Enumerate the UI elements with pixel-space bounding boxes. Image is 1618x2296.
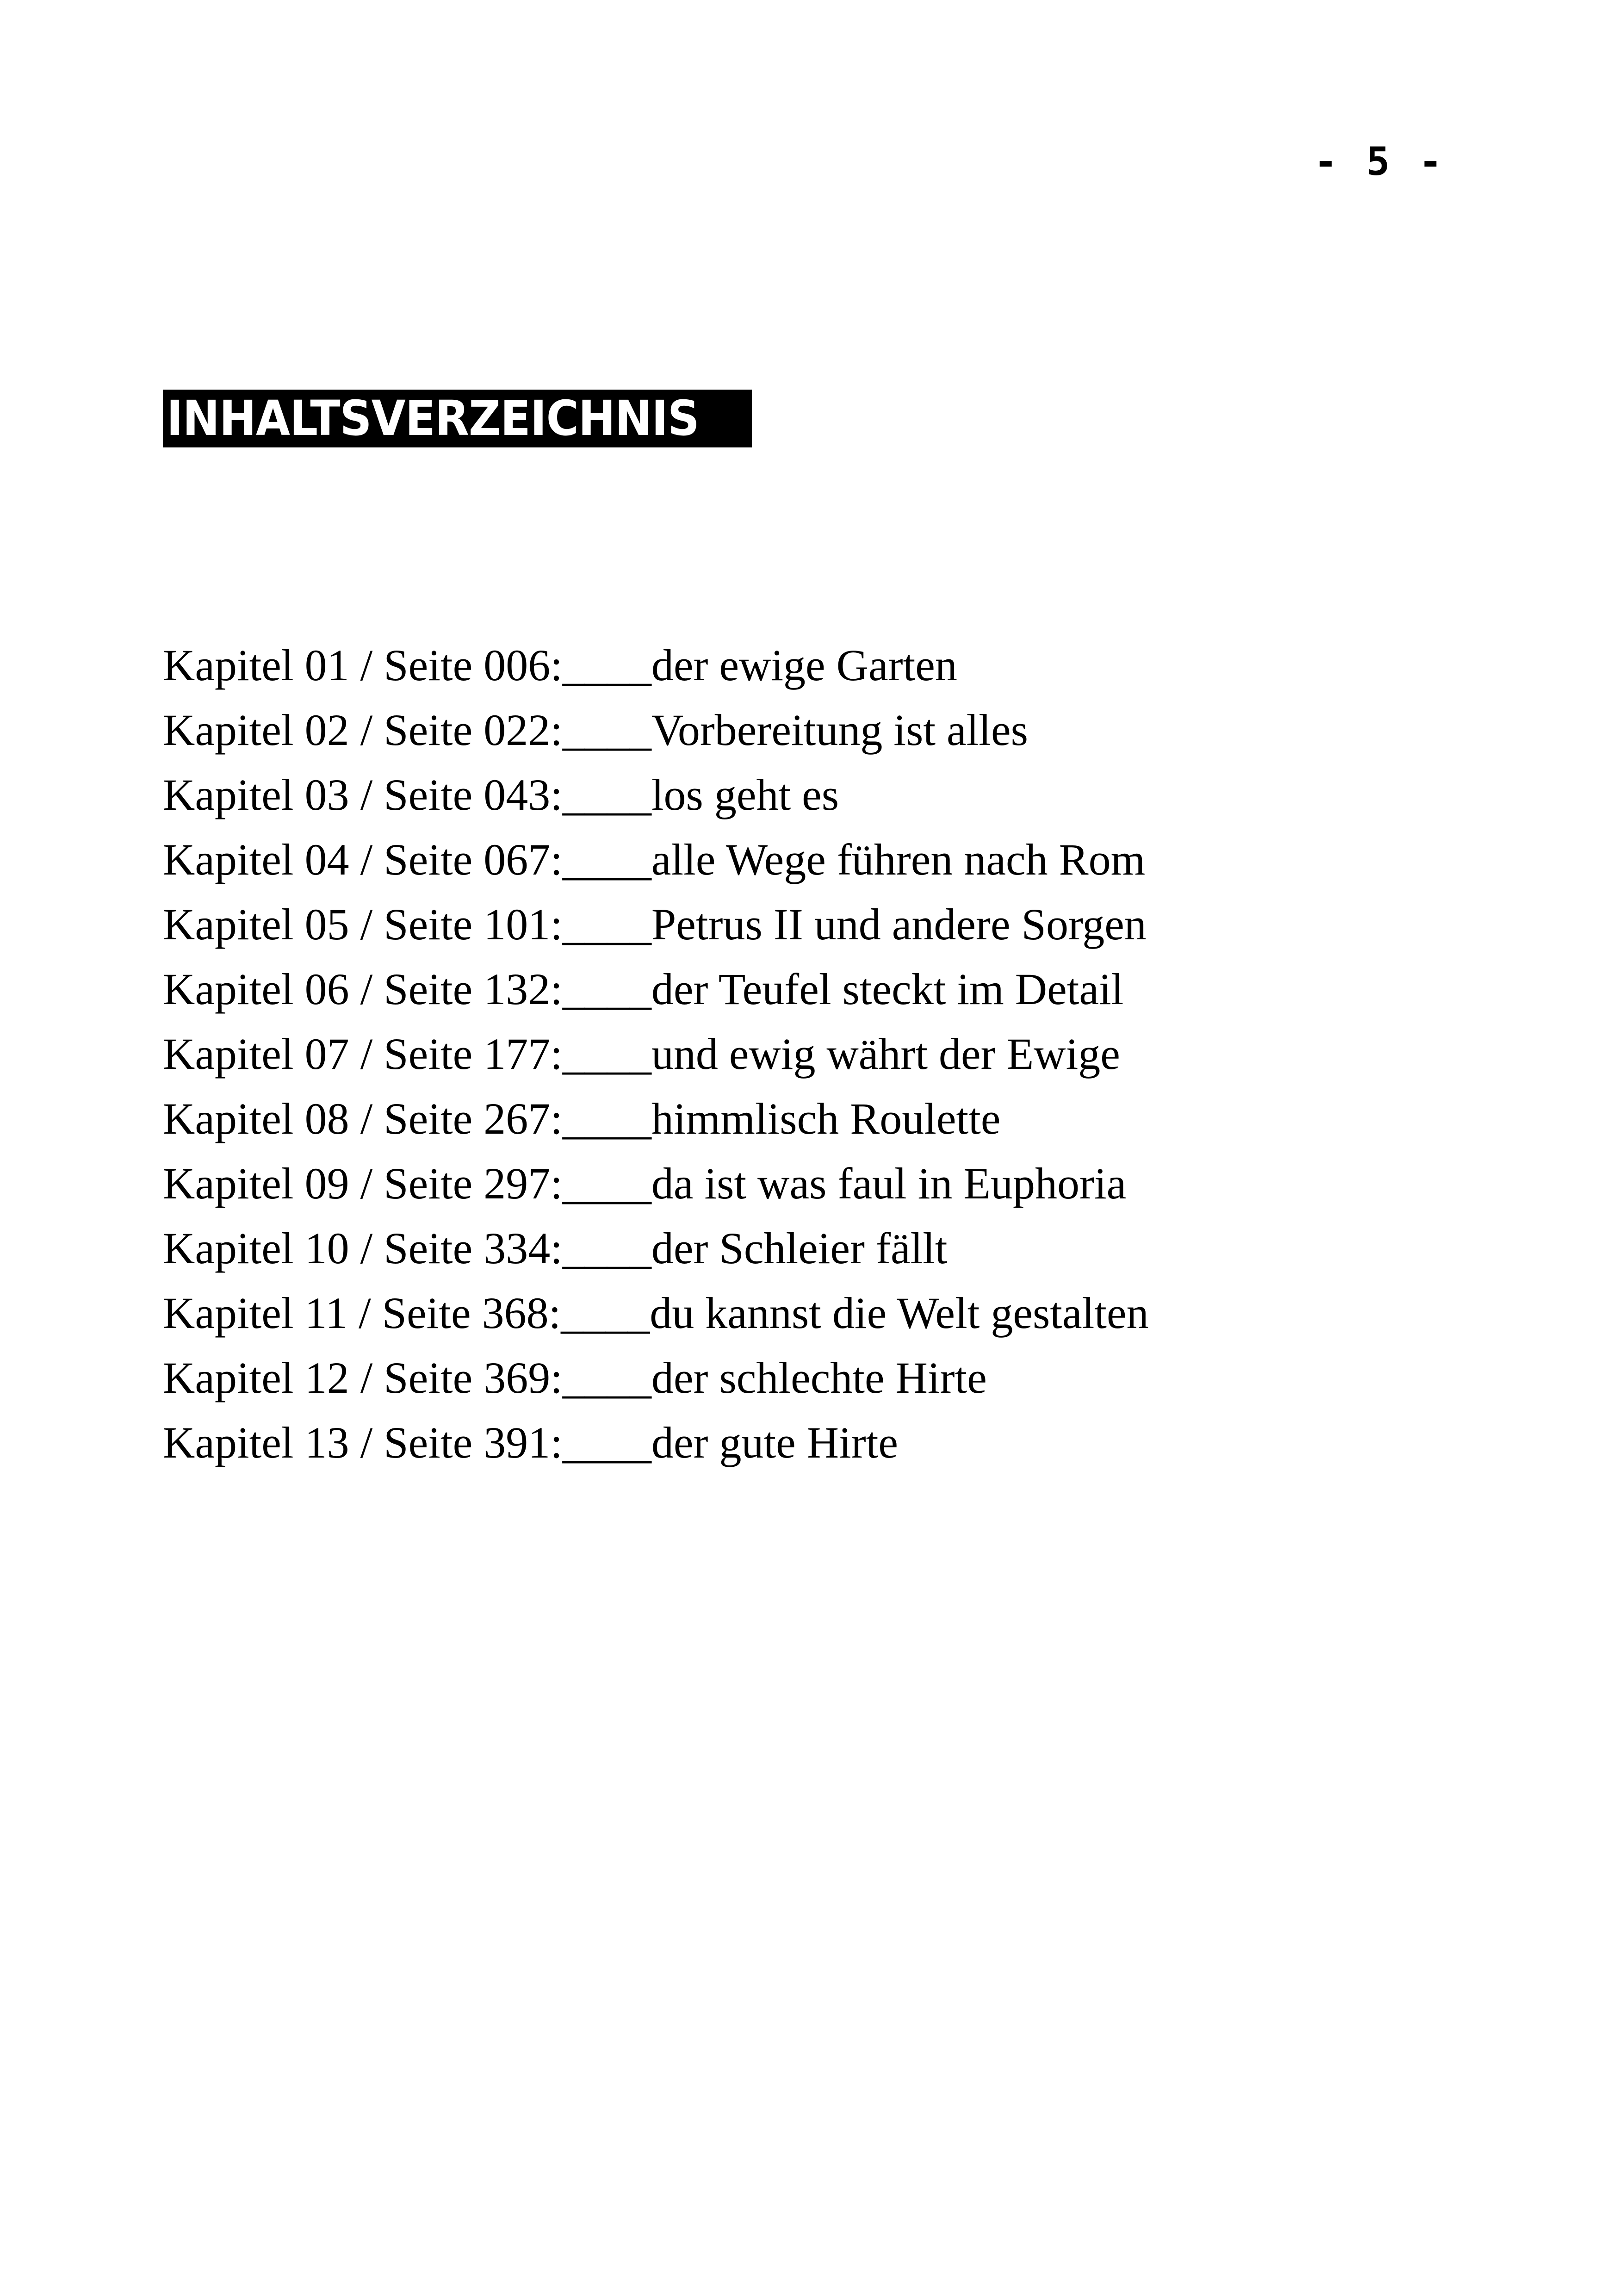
toc-entry (163, 633, 1149, 698)
toc-entry (163, 1086, 1149, 1151)
toc-entry-leader: ____ (562, 1029, 651, 1079)
toc-entry-ref: Kapitel 06 / Seite 132: (163, 964, 563, 1014)
toc-entry-title: der schlechte Hirte (651, 1353, 987, 1402)
toc-entry-leader: ____ (562, 1094, 651, 1143)
toc-entry (163, 957, 1149, 1022)
heading-box (163, 390, 752, 447)
toc-entry-title: der ewige Garten (651, 640, 957, 690)
toc-entry-ref: Kapitel 02 / Seite 022: (163, 705, 563, 755)
toc-entry-ref: Kapitel 10 / Seite 334: (163, 1223, 563, 1273)
toc-entry (163, 698, 1149, 763)
toc-entry (163, 1216, 1149, 1281)
toc-entry-title: und ewig währt der Ewige (651, 1029, 1120, 1079)
toc-entry-title: alle Wege führen nach Rom (651, 835, 1146, 884)
toc-entry-ref: Kapitel 12 / Seite 369: (163, 1353, 563, 1402)
toc-entry-ref: Kapitel 07 / Seite 177: (163, 1029, 563, 1079)
toc-entry-leader: ____ (562, 640, 651, 690)
toc-entry-title: los geht es (651, 770, 839, 819)
table-of-contents (163, 633, 1149, 1475)
toc-entry-leader: ____ (562, 1353, 651, 1402)
toc-entry-ref: Kapitel 03 / Seite 043: (163, 770, 563, 819)
toc-entry (163, 892, 1149, 957)
toc-entry-title: Petrus II und andere Sorgen (651, 900, 1147, 949)
toc-entry-leader: ____ (562, 1223, 651, 1273)
toc-entry (163, 1281, 1149, 1346)
toc-entry (163, 827, 1149, 892)
toc-entry-ref: Kapitel 11 / Seite 368: (163, 1288, 561, 1338)
toc-entry-leader: ____ (562, 1418, 651, 1467)
toc-entry-leader: ____ (561, 1288, 650, 1338)
toc-entry (163, 1151, 1149, 1216)
toc-entry-leader: ____ (562, 900, 651, 949)
toc-entry-ref: Kapitel 13 / Seite 391: (163, 1418, 563, 1467)
toc-entry-title: da ist was faul in Euphoria (651, 1159, 1127, 1208)
page-number: - 5 - (1314, 139, 1445, 184)
toc-entry-title: der Schleier fällt (651, 1223, 948, 1273)
toc-entry-title: du kannst die Welt gestalten (650, 1288, 1149, 1338)
toc-entry-ref: Kapitel 08 / Seite 267: (163, 1094, 563, 1143)
toc-entry-leader: ____ (562, 964, 651, 1014)
toc-heading: INHALTSVERZEICHNIS (167, 390, 699, 447)
toc-entry-leader: ____ (562, 1159, 651, 1208)
toc-entry-title: himmlisch Roulette (651, 1094, 1001, 1143)
toc-entry (163, 1410, 1149, 1475)
toc-entry-title: Vorbereitung ist alles (651, 705, 1028, 755)
toc-entry-ref: Kapitel 04 / Seite 067: (163, 835, 563, 884)
toc-entry-ref: Kapitel 09 / Seite 297: (163, 1159, 563, 1208)
toc-entry-title: der gute Hirte (651, 1418, 898, 1467)
toc-entry-ref: Kapitel 05 / Seite 101: (163, 900, 563, 949)
toc-entry-leader: ____ (562, 770, 651, 819)
toc-entry (163, 1346, 1149, 1410)
toc-entry-leader: ____ (562, 835, 651, 884)
toc-entry-leader: ____ (562, 705, 651, 755)
toc-entry-title: der Teufel steckt im Detail (651, 964, 1124, 1014)
toc-entry-ref: Kapitel 01 / Seite 006: (163, 640, 563, 690)
toc-entry (163, 763, 1149, 827)
toc-entry (163, 1022, 1149, 1086)
